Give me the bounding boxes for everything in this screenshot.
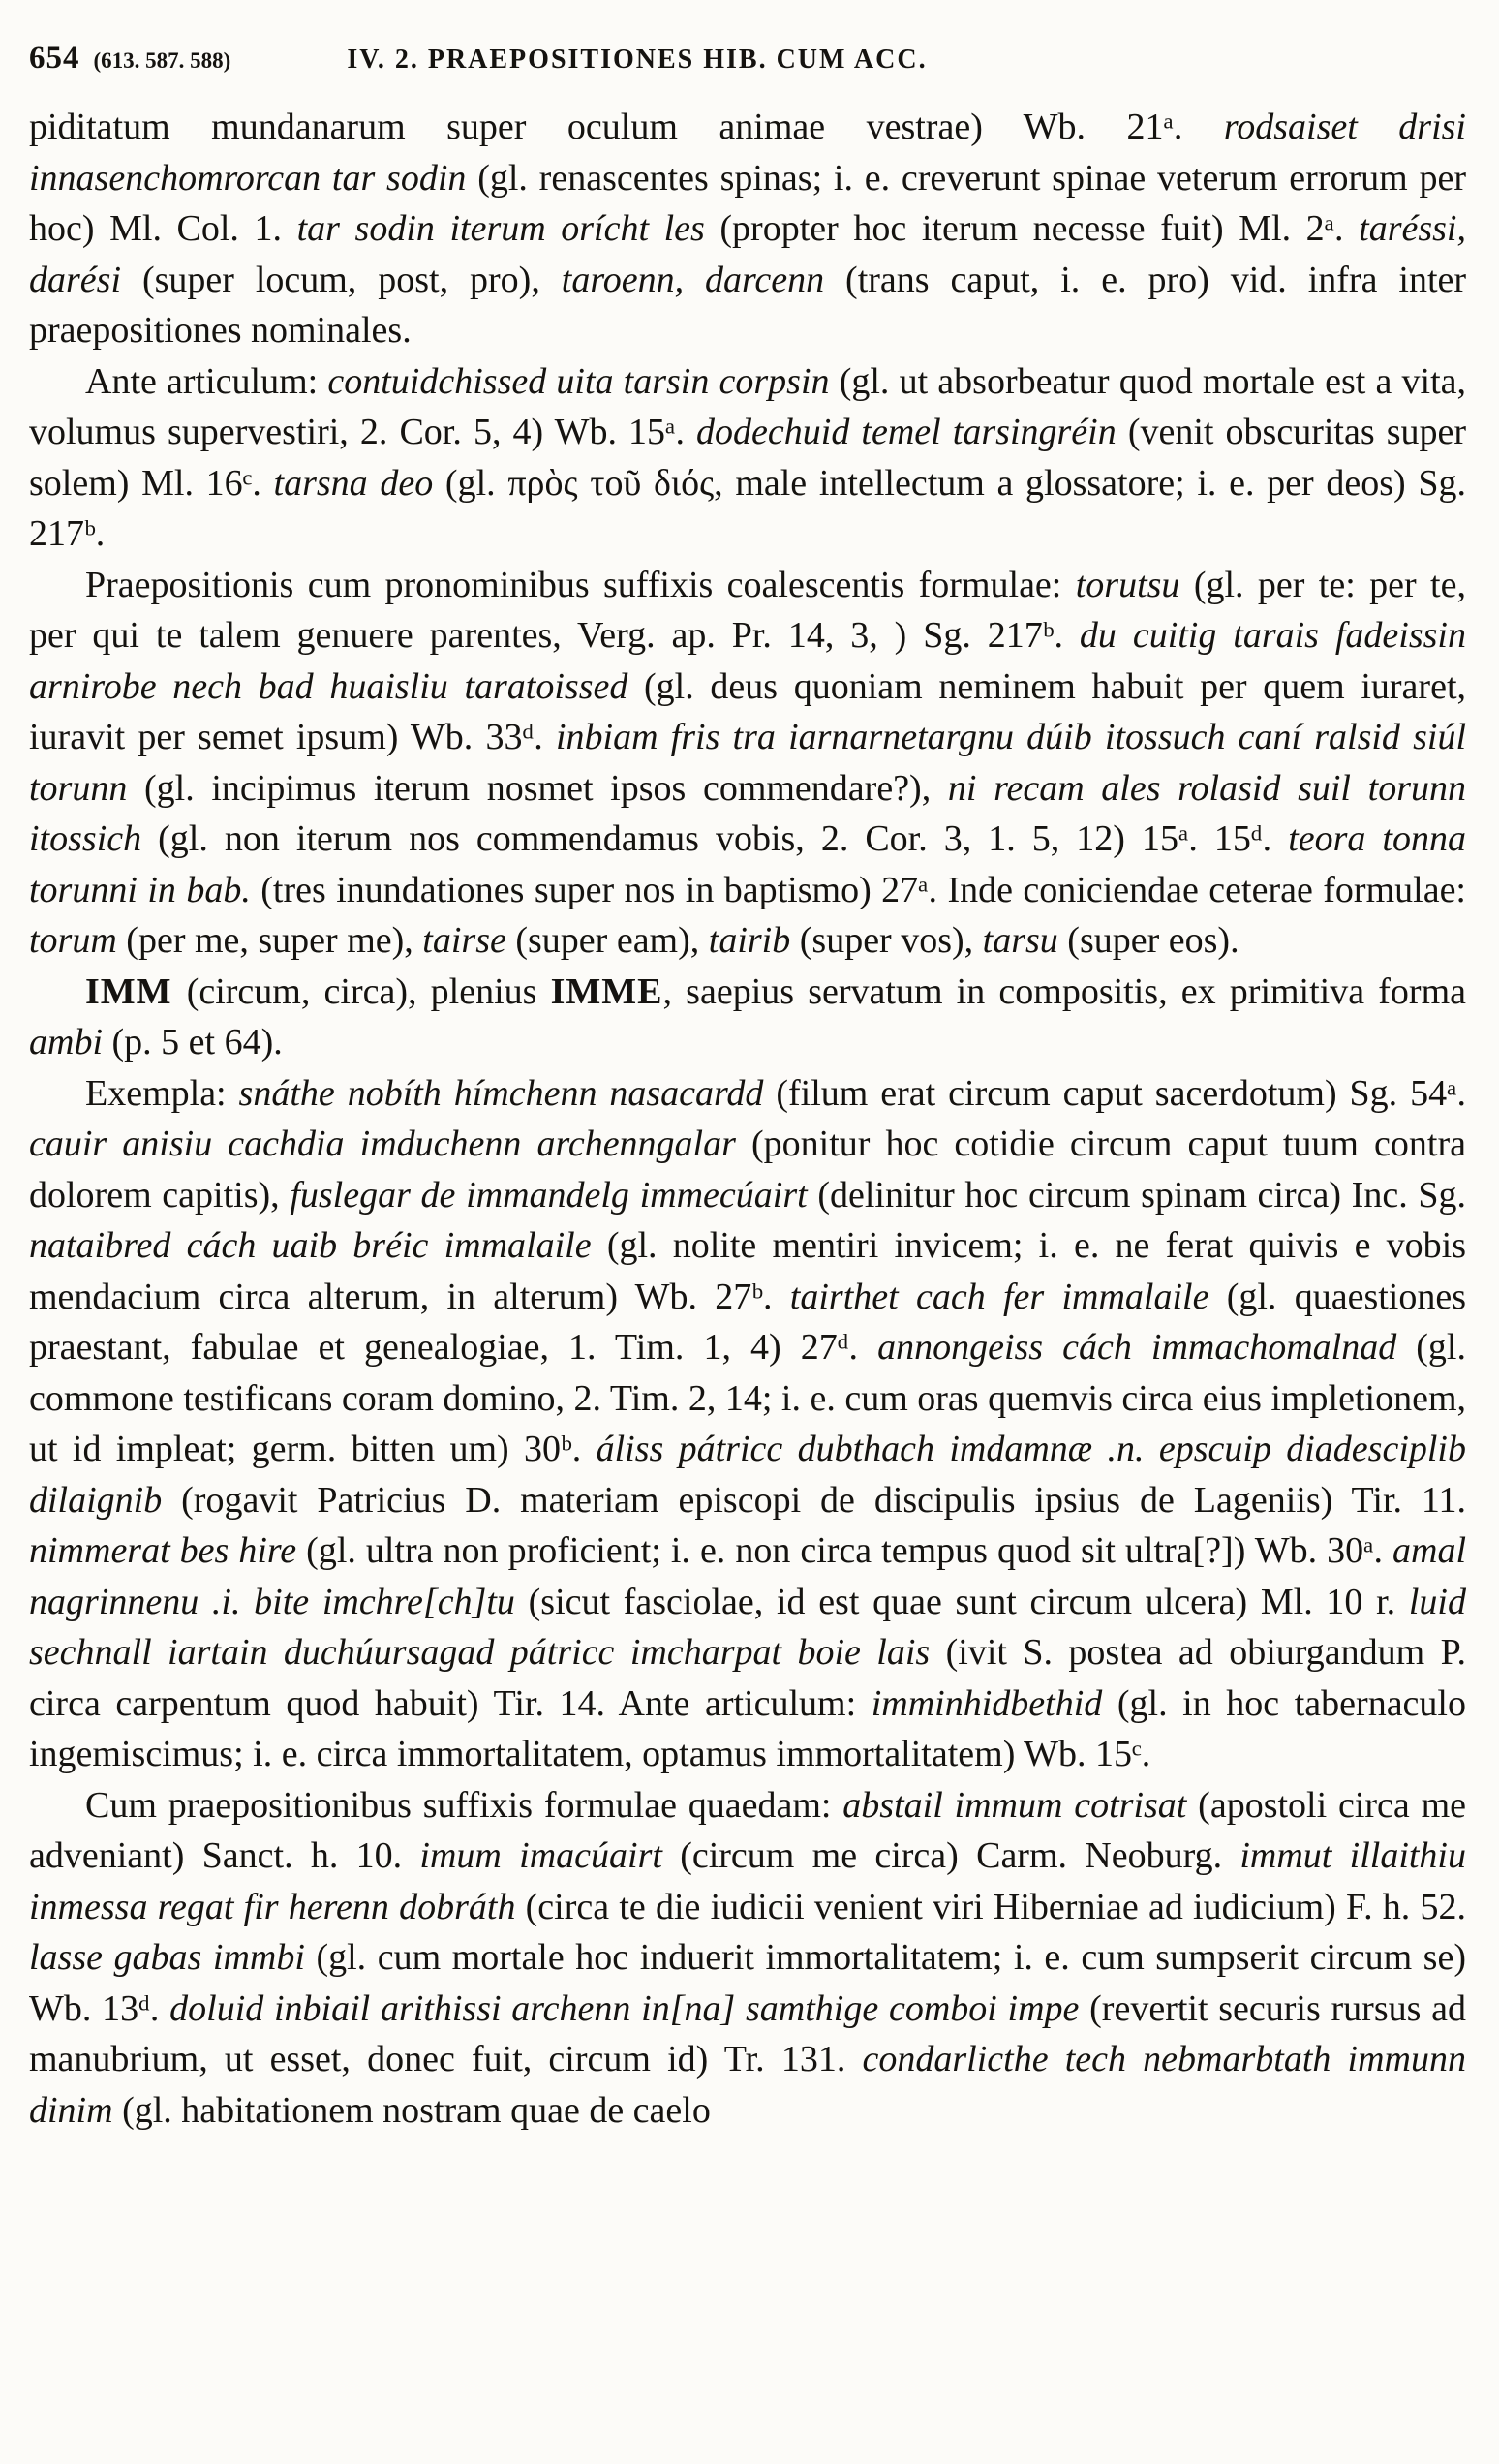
text-block bbox=[29, 102, 1466, 2136]
irish-phrase: contuidchissed uita tarsin corpsin bbox=[327, 360, 840, 402]
irish-phrase: nimmerat bes hire bbox=[29, 1530, 307, 1571]
irish-phrase: lasse gabas immbi bbox=[29, 1937, 317, 1978]
paragraph bbox=[29, 1068, 1466, 1780]
keyword-caps: IMM bbox=[85, 970, 187, 1012]
irish-phrase: imminhidbethid bbox=[871, 1682, 1117, 1724]
latin-text: (tres inundationes super nos in baptismo) 27ᵃ. Inde coniciendae ceterae formulae: bbox=[260, 869, 1466, 910]
irish-phrase: áliss pátricc dubthach imdamnæ .n. epscuip diadesciplib dilaignib bbox=[29, 1429, 1466, 1521]
paragraph bbox=[29, 967, 1466, 1068]
irish-phrase: torutsu bbox=[1075, 564, 1194, 605]
latin-text: (gl. commone testificans coram domino, 2. Tim. 2, 14; i. e. cum oras quemvis circa eius impletionem, ut id impleat; germ. bitten um) 30ᵇ. bbox=[29, 1327, 1466, 1469]
irish-phrase: immut illaithiu inmessa regat fir herenn dobráth bbox=[29, 1835, 1466, 1927]
irish-phrase: amal nagrinnenu .i. bite imchre[ch]tu bbox=[29, 1530, 1466, 1622]
irish-phrase: tairthet cach fer immalaile bbox=[789, 1276, 1227, 1317]
irish-phrase: torum bbox=[29, 920, 127, 961]
irish-phrase: annongeiss cách immachomalnad bbox=[877, 1327, 1417, 1368]
irish-phrase: luid sechnall iartain duchúursagad pátricc imcharpat boie lais bbox=[29, 1581, 1466, 1673]
irish-phrase: teora tonna torunni in bab. bbox=[29, 818, 1466, 910]
latin-text: (per me, super me), bbox=[126, 920, 423, 961]
latin-text: (propter hoc iterum necesse fuit) Ml. 2ᵃ. bbox=[719, 208, 1360, 249]
latin-text: (filum erat circum caput sacerdotum) Sg. 54ᵃ. bbox=[776, 1072, 1466, 1114]
irish-phrase: tarsu bbox=[982, 920, 1068, 961]
latin-text: (gl. renascentes spinas; i. e. creverunt spinae veterum errorum per hoc) Ml. Col. 1. bbox=[29, 157, 1466, 249]
irish-phrase: imum imacúairt bbox=[419, 1835, 681, 1876]
irish-phrase: inbiam fris tra iarnarnetargnu dúib itossuch caní ralsid siúl torunn bbox=[29, 717, 1467, 809]
page-header bbox=[29, 41, 1466, 77]
irish-phrase: snáthe nobíth hímchenn nasacardd bbox=[238, 1072, 777, 1114]
latin-text: Ante articulum: bbox=[85, 360, 328, 402]
latin-text: (gl. habitationem nostram quae de caelo bbox=[122, 2089, 711, 2131]
irish-phrase: tairib bbox=[708, 920, 800, 961]
latin-text: (gl. non iterum nos commendamus vobis, 2. Cor. 3, 1. 5, 12) 15ᵃ. 15ᵈ. bbox=[158, 818, 1289, 859]
irish-phrase: taréssi, darési bbox=[29, 208, 1466, 300]
latin-text: (gl. nolite mentiri invicem; i. e. ne ferat quivis e vobis mendacium circa alterum, in alterum) Wb. 27ᵇ. bbox=[29, 1225, 1467, 1317]
irish-phrase: dodechuid temel tarsingréin bbox=[696, 412, 1128, 452]
paragraph bbox=[29, 560, 1466, 967]
latin-text: (gl. deus quoniam neminem habuit per quem iuraret, iuravit per semet ipsum) Wb. 33ᵈ. bbox=[29, 665, 1466, 757]
latin-text: (gl. per te: per te, per qui te talem genuere parentes, Verg. ap. Pr. 14, 3, ) Sg. 217ᵇ. bbox=[29, 564, 1466, 656]
irish-phrase: ambi bbox=[29, 1022, 112, 1063]
page-number: 654 bbox=[29, 41, 80, 76]
latin-text: (super locum, post, pro), bbox=[141, 259, 562, 300]
latin-text: (super eos). bbox=[1067, 920, 1239, 961]
irish-phrase: tairse bbox=[422, 920, 516, 961]
latin-text: (apostoli circa me adveniant) Sanct. h. 10. bbox=[29, 1784, 1466, 1876]
latin-text: (gl. ultra non proficient; i. e. non circa tempus quod sit ultra[?]) Wb. 30ᵃ. bbox=[306, 1530, 1392, 1571]
latin-text: Cum praepositionibus suffixis formulae quaedam: bbox=[85, 1784, 843, 1826]
latin-text: piditatum mundanarum super oculum animae vestrae) Wb. 21ᵃ. bbox=[29, 107, 1224, 147]
irish-phrase: nataibred cách uaib bréic immalaile bbox=[29, 1225, 607, 1266]
latin-text: (p. 5 et 64). bbox=[111, 1022, 283, 1063]
latin-text: (gl. quaestiones praestant, fabulae et genealogiae, 1. Tim. 1, 4) 27ᵈ. bbox=[29, 1276, 1466, 1368]
latin-text: (gl. ut absorbeatur quod mortale est a vita, volumus supervestiri, 2. Cor. 5, 4) Wb. 15ᵃ. bbox=[29, 360, 1466, 452]
irish-phrase: abstail immum cotrisat bbox=[842, 1784, 1199, 1826]
latin-text: (sicut fasciolae, id est quae sunt circum ulcera) Ml. 10 r. bbox=[528, 1581, 1409, 1622]
paragraph bbox=[29, 1780, 1466, 2137]
latin-text: (circum me circa) Carm. Neoburg. bbox=[680, 1835, 1240, 1876]
latin-text: (ivit S. postea ad obiurgandum P. circa carpentum quod habuit) Tir. 14. Ante articulum: bbox=[29, 1632, 1467, 1724]
page-refs: (613. 587. 588) bbox=[93, 48, 231, 73]
irish-phrase: doluid inbiail arithissi archenn in[na] samthige comboi impe bbox=[169, 1987, 1090, 2029]
irish-phrase: tar sodin iterum orícht les bbox=[296, 208, 720, 249]
latin-text: (gl. in hoc tabernaculo ingemiscimus; i. e. circa immortalitatem, optamus immortalitatem) Wb. 15ᶜ. bbox=[29, 1682, 1466, 1774]
keyword-caps: IMME bbox=[550, 970, 663, 1012]
paragraph bbox=[29, 356, 1466, 560]
irish-phrase: tarsna deo bbox=[273, 462, 445, 504]
latin-text: (gl. cum mortale hoc induerit immortalitatem; i. e. cum sumpserit circum se) Wb. 13ᵈ. bbox=[29, 1937, 1466, 2029]
latin-text: (super eam), bbox=[515, 920, 709, 961]
latin-text: (circum, circa), plenius bbox=[186, 970, 551, 1012]
irish-phrase: taroenn, darcenn bbox=[561, 259, 846, 300]
latin-text: (gl. incipimus iterum nosmet ipsos commendare?), bbox=[144, 767, 948, 809]
latin-text: (rogavit Patricius D. materiam episcopi de discipulis ipsius de Lageniis) Tir. 11. bbox=[181, 1479, 1467, 1521]
irish-phrase: ni recam ales rolasid suil torunn itossich bbox=[29, 767, 1466, 859]
latin-text: (trans caput, i. e. pro) vid. infra inter praepositiones nominales. bbox=[29, 259, 1467, 351]
irish-phrase: rodsaiset drisi innasenchomrorcan tar sodin bbox=[29, 107, 1466, 199]
latin-text: (delinitur hoc circum spinam circa) Inc. Sg. bbox=[817, 1174, 1466, 1216]
latin-text: (revertit securis rursus ad manubrium, ut esset, donec fuit, circum id) Tr. 131. bbox=[29, 1987, 1466, 2079]
irish-phrase: cauir anisiu cachdia imduchenn archenngalar bbox=[29, 1124, 751, 1164]
paragraph bbox=[29, 102, 1466, 356]
latin-text: Exempla: bbox=[85, 1072, 239, 1114]
latin-text: (ponitur hoc cotidie circum caput tuum contra dolorem capitis), bbox=[29, 1124, 1466, 1216]
irish-phrase: fuslegar de immandelg immecúairt bbox=[290, 1174, 818, 1216]
irish-phrase: condarlicthe tech nebmarbtath immunn dinim bbox=[29, 2039, 1466, 2131]
latin-text: (super vos), bbox=[799, 920, 983, 961]
latin-text: (circa te die iudicii venient viri Hiberniae ad iudicium) F. h. 52. bbox=[525, 1886, 1466, 1927]
irish-phrase: du cuitig tarais fadeissin arnirobe nech bad huaisliu taratoissed bbox=[29, 615, 1466, 707]
latin-text: , saepius servatum in compositis, ex primitiva forma bbox=[662, 970, 1467, 1012]
running-title: IV. 2. PRAEPOSITIONES HIB. CUM ACC. bbox=[347, 45, 928, 75]
latin-text: Praepositionis cum pronominibus suffixis coalescentis formulae: bbox=[85, 564, 1076, 605]
latin-text: (venit obscuritas super solem) Ml. 16ᶜ. bbox=[29, 412, 1467, 504]
latin-text: (gl. πρὸς τοῦ διός, male intellectum a glossatore; i. e. per deos) Sg. 217ᵇ. bbox=[29, 462, 1466, 554]
